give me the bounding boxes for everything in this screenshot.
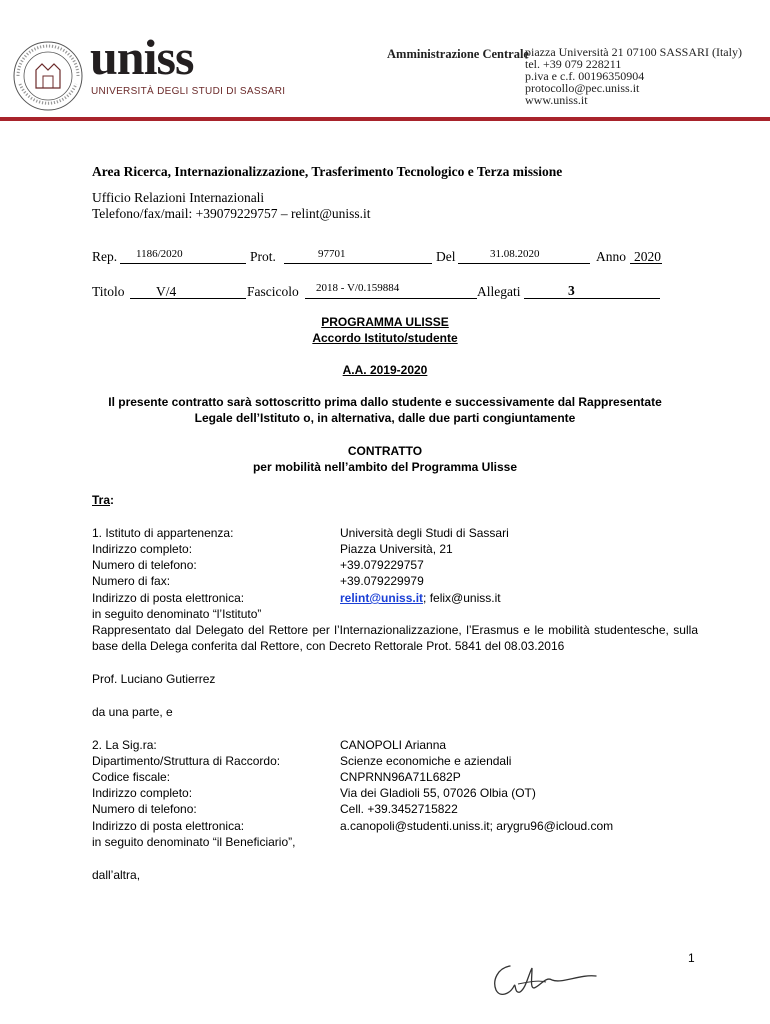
accordo-title: Accordo Istituto/studente bbox=[312, 331, 458, 345]
prot-value: 97701 bbox=[318, 248, 346, 260]
party2-label: Dipartimento/Struttura di Raccordo: bbox=[92, 754, 281, 768]
rappresentato-paragraph: Rappresentato dal Delegato del Rettore per l’Internazionalizzazione, l’Erasmus e le mobilità studentesche, sulla base della Delega conferita dal Rettore, con Decreto Rettorale Prot. 5841 del 08.03.2016 bbox=[92, 623, 698, 654]
party2-label: Numero di telefono: bbox=[92, 802, 197, 816]
area-title: Area Ricerca, Internazionalizzazione, Trasferimento Tecnologico e Terza missione bbox=[92, 164, 563, 179]
fascicolo-value: 2018 - V/0.159884 bbox=[316, 282, 400, 294]
anno-label: Anno bbox=[596, 249, 626, 264]
university-seal bbox=[12, 40, 84, 112]
party2-denominato: in seguito denominato “il Beneficiario”, bbox=[92, 835, 296, 849]
party2-label: Indirizzo completo: bbox=[92, 786, 193, 800]
party2-closing: dall’altra, bbox=[92, 868, 141, 882]
anno-value: 2020 bbox=[634, 249, 661, 264]
fascicolo-label: Fascicolo bbox=[247, 284, 299, 299]
party2-value: CANOPOLI Arianna bbox=[340, 738, 447, 752]
party2-value: CNPRNN96A71L682P bbox=[340, 770, 461, 784]
contratto-subtitle: per mobilità nell’ambito del Programma Ulisse bbox=[252, 460, 518, 474]
party1-closing: da una parte, e bbox=[92, 705, 173, 719]
relint-email-link[interactable]: relint@uniss.it bbox=[340, 591, 424, 605]
titolo-value: V/4 bbox=[156, 284, 177, 299]
allegati-label: Allegati bbox=[477, 284, 521, 299]
office-contacts: Telefono/fax/mail: +39079229757 – relint@uniss.it bbox=[92, 206, 371, 221]
titolo-label: Titolo bbox=[92, 284, 125, 299]
party2-value: a.canopoli@studenti.uniss.it; arygru96@icloud.com bbox=[340, 819, 614, 833]
programma-title: PROGRAMMA ULISSE bbox=[321, 315, 449, 329]
header-divider bbox=[0, 117, 770, 121]
notice-line-2: Legale dell’Istituto o, in alternativa, dalle due parti congiuntamente bbox=[194, 411, 576, 425]
office-name: Ufficio Relazioni Internazionali bbox=[92, 190, 265, 205]
contact-piva: p.iva e c.f. 00196350904 bbox=[525, 69, 645, 83]
del-value: 31.08.2020 bbox=[490, 248, 540, 260]
handwritten-signature bbox=[488, 958, 600, 1000]
party2-label: 2. La Sig.ra: bbox=[92, 738, 157, 752]
party1-label: 1. Istituto di appartenenza: bbox=[92, 526, 234, 540]
party2-label: Codice fiscale: bbox=[92, 770, 171, 784]
party1-value: Piazza Università, 21 bbox=[340, 542, 453, 556]
rep-value: 1186/2020 bbox=[136, 248, 183, 260]
anno-accademico: A.A. 2019-2020 bbox=[342, 363, 428, 377]
page-number: 1 bbox=[688, 951, 695, 965]
party1-label: Numero di telefono: bbox=[92, 558, 197, 572]
notice-line-1: Il presente contratto sarà sottoscritto prima dallo studente e successivamente dal Rappresentate bbox=[108, 395, 662, 409]
party2-label: Indirizzo di posta elettronica: bbox=[92, 819, 245, 833]
tra-label: Tra: bbox=[92, 493, 115, 507]
party1-email: relint@uniss.it; felix@uniss.it bbox=[340, 591, 501, 605]
prot-label: Prot. bbox=[250, 249, 276, 264]
party1-value: +39.079229979 bbox=[340, 574, 424, 588]
party2-value: Cell. +39.3452715822 bbox=[340, 802, 458, 816]
admin-label: Amministrazione Centrale bbox=[387, 47, 529, 61]
uniss-logo: uniss bbox=[90, 29, 194, 85]
party1-denominato: in seguito denominato “l’Istituto” bbox=[92, 607, 262, 621]
rep-label: Rep. bbox=[92, 249, 118, 264]
contact-tel: tel. +39 079 228211 bbox=[525, 57, 622, 71]
contact-address: piazza Università 21 07100 SASSARI (Italy) bbox=[525, 45, 742, 59]
delegate-name: Prof. Luciano Gutierrez bbox=[92, 672, 216, 686]
contratto-title: CONTRATTO bbox=[347, 444, 423, 458]
university-name: UNIVERSITÀ DEGLI STUDI DI SASSARI bbox=[91, 86, 286, 97]
party2-value: Via dei Gladioli 55, 07026 Olbia (OT) bbox=[340, 786, 536, 800]
party1-value: +39.079229757 bbox=[340, 558, 424, 572]
party1-label: Indirizzo completo: bbox=[92, 542, 193, 556]
contact-pec: protocollo@pec.uniss.it bbox=[525, 81, 640, 95]
party1-label: Numero di fax: bbox=[92, 574, 171, 588]
party1-value: Università degli Studi di Sassari bbox=[340, 526, 509, 540]
contact-web: www.uniss.it bbox=[525, 93, 588, 107]
party1-email-label: Indirizzo di posta elettronica: bbox=[92, 591, 245, 605]
allegati-value: 3 bbox=[568, 283, 575, 298]
del-label: Del bbox=[436, 249, 456, 264]
party2-value: Scienze economiche e aziendali bbox=[340, 754, 512, 768]
